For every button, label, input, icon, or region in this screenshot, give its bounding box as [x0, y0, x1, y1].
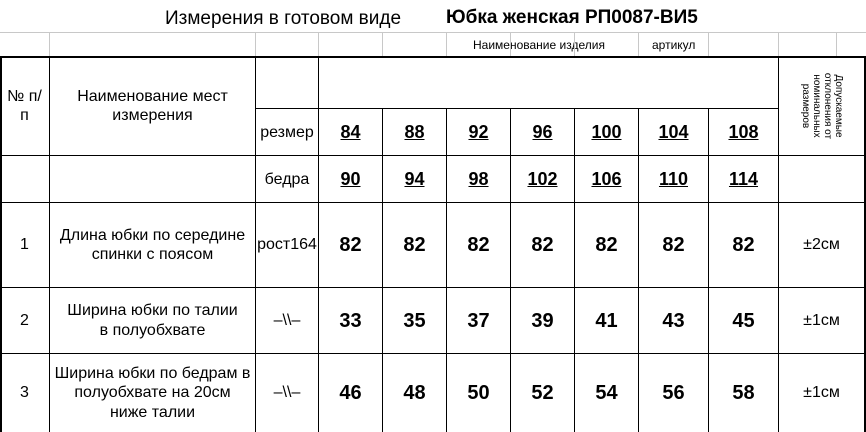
grid-line: [255, 32, 256, 56]
value-cell: 82: [467, 234, 490, 256]
sheet-title: Измерения в готовом виде: [165, 8, 402, 29]
row-number: 2: [20, 311, 29, 329]
hip-cell: 114: [728, 168, 759, 189]
table-border: [0, 155, 866, 156]
value-cell: 82: [732, 234, 755, 256]
grid-line: [446, 32, 447, 56]
row-param: –\\–: [273, 384, 301, 402]
col-number-header: № п/п: [7, 87, 42, 124]
size-cell: 84: [340, 121, 361, 142]
value-cell: 35: [403, 309, 426, 332]
hip-cell: 102: [527, 168, 558, 189]
grid-line: [49, 32, 50, 56]
grid-line: [708, 32, 709, 56]
tolerance-header: Допускаемые отклонения от номинальных размеров: [800, 72, 844, 140]
row-name: Длина юбки по середине спинки с поясом: [59, 226, 246, 263]
hip-cell: 106: [591, 168, 622, 189]
value-cell: 52: [531, 382, 554, 404]
grid-line: [778, 32, 779, 56]
value-cell: 37: [467, 309, 490, 332]
value-cell: 82: [662, 234, 685, 256]
product-name-label: Наименование изделия: [473, 38, 605, 52]
grid-line: [638, 32, 639, 56]
size-cell: 96: [532, 121, 553, 142]
tolerance-header-cell: [780, 58, 864, 154]
grid-line: [510, 32, 511, 56]
product-title: Юбка женская РП0087-ВИ5: [446, 7, 698, 28]
row-param: –\\–: [273, 311, 301, 329]
value-cell: 43: [662, 309, 685, 332]
tolerance-cell: ±1см: [803, 384, 840, 402]
size-cell: 88: [404, 121, 425, 142]
value-cell: 82: [595, 234, 618, 256]
value-cell: 82: [339, 234, 362, 256]
row-name: Ширина юбки по бедрам в полуобхвате на 20см ниже талии: [54, 365, 251, 421]
hip-cell: 98: [468, 168, 489, 189]
value-cell: 54: [595, 382, 618, 404]
article-label: артикул: [652, 38, 696, 52]
grid-line: [836, 32, 837, 56]
value-cell: 82: [403, 234, 426, 256]
size-cell: 104: [658, 121, 689, 142]
value-cell: 82: [531, 234, 554, 256]
size-label: резмер: [260, 123, 314, 141]
col-name-header: Наименование мест измерения: [77, 87, 228, 124]
hip-cell: 90: [340, 168, 361, 189]
size-cell: 100: [591, 121, 622, 142]
row-param: рост164: [257, 236, 317, 254]
value-cell: 41: [595, 309, 618, 332]
row-number: 1: [20, 236, 29, 254]
grid-line: [382, 32, 383, 56]
grid-line: [0, 32, 866, 33]
table-border: [255, 108, 778, 109]
hip-label: бедра: [264, 170, 310, 188]
hip-cell: 94: [404, 168, 425, 189]
hip-cell: 110: [658, 168, 689, 189]
value-cell: 50: [467, 382, 490, 404]
grid-line: [574, 32, 575, 56]
size-cell: 92: [468, 121, 489, 142]
value-cell: 48: [403, 382, 426, 404]
grid-line: [318, 32, 319, 56]
value-cell: 45: [732, 309, 755, 332]
value-cell: 39: [531, 309, 554, 332]
size-cell: 108: [728, 121, 759, 142]
value-cell: 58: [732, 382, 755, 404]
value-cell: 56: [662, 382, 685, 404]
value-cell: 46: [339, 382, 362, 404]
tolerance-cell: ±1см: [803, 311, 840, 329]
tolerance-cell: ±2см: [803, 236, 840, 254]
row-number: 3: [20, 384, 29, 402]
value-cell: 33: [339, 309, 362, 332]
row-name: Ширина юбки по талии в полуобхвате: [67, 302, 238, 339]
